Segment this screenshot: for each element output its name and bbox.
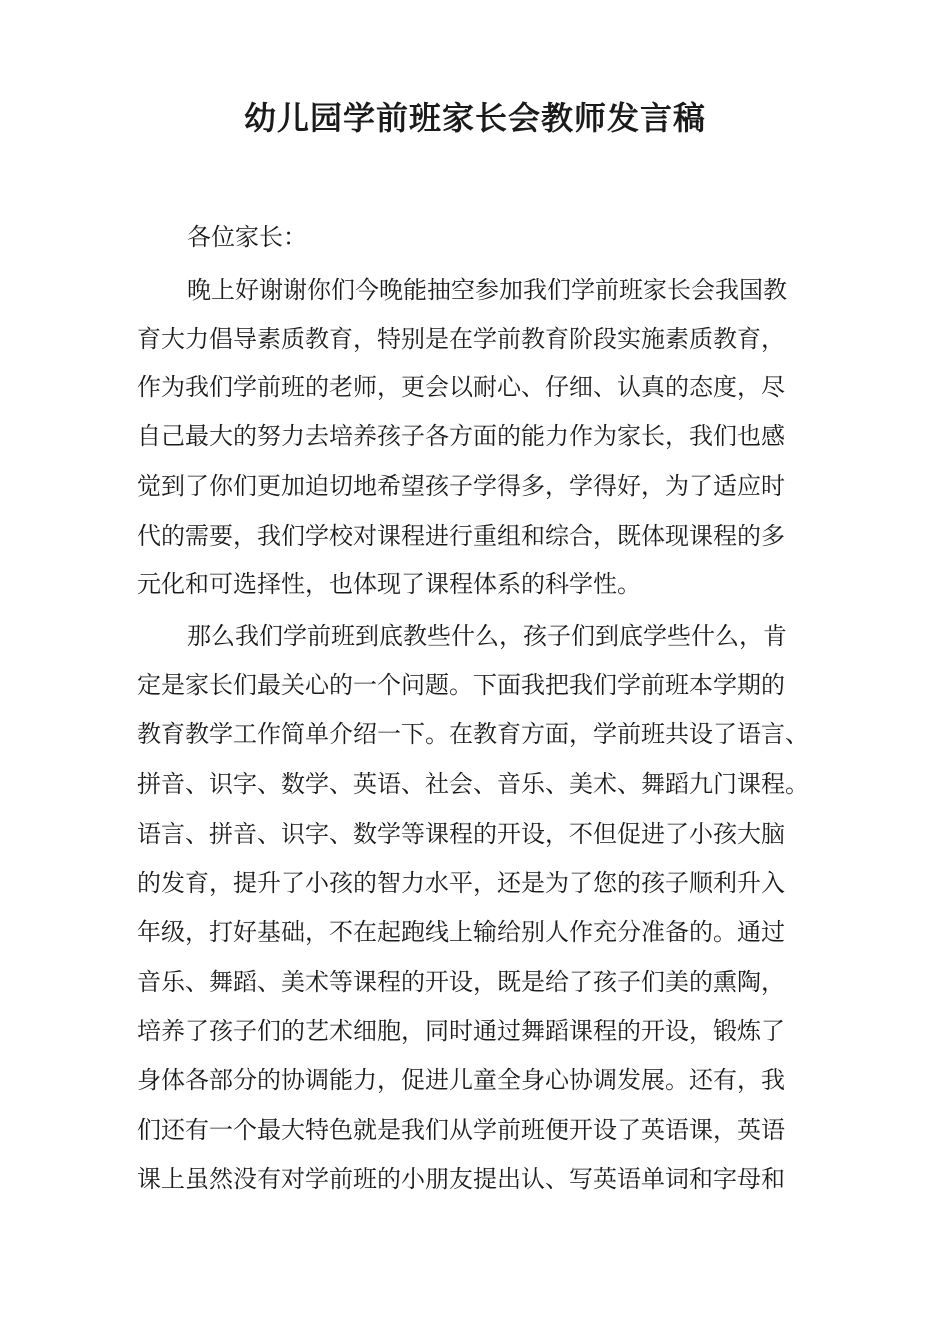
paragraph-2-line-4: 拼音、识字、数学、英语、社会、音乐、美术、舞蹈九门课程。 — [137, 770, 809, 798]
paragraph-2-line-8: 音乐、舞蹈、美术等课程的开设，既是给了孩子们美的熏陶， — [137, 968, 785, 996]
paragraph-1-line-6: 代的需要，我们学校对课程进行重组和综合，既体现课程的多 — [137, 522, 785, 550]
paragraph-2-line-6: 的发育，提升了小孩的智力水平，还是为了您的孩子顺利升入 — [137, 869, 785, 897]
paragraph-2-line-10: 身体各部分的协调能力，促进儿童全身心协调发展。还有，我 — [137, 1066, 785, 1094]
paragraph-1-line-7: 元化和可选择性，也体现了课程体系的科学性。 — [137, 570, 641, 598]
paragraph-2-line-5: 语言、拼音、识字、数学等课程的开设，不但促进了小孩大脑 — [137, 820, 785, 848]
paragraph-2-line-11: 们还有一个最大特色就是我们从学前班便开设了英语课，英语 — [137, 1116, 785, 1144]
paragraph-2-line-7: 年级，打好基础，不在起跑线上输给别人作充分准备的。通过 — [137, 918, 785, 946]
paragraph-1-line-2: 育大力倡导素质教育，特别是在学前教育阶段实施素质教育， — [137, 325, 785, 353]
paragraph-1-line-5: 觉到了你们更加迫切地希望孩子学得多，学得好，为了适应时 — [137, 472, 785, 500]
salutation: 各位家长： — [187, 223, 307, 251]
paragraph-1-line-1: 晚上好谢谢你们今晚能抽空参加我们学前班家长会我国教 — [187, 276, 787, 304]
paragraph-2-line-12: 课上虽然没有对学前班的小朋友提出认、写英语单词和字母和 — [137, 1165, 785, 1193]
paragraph-2-line-3: 教育教学工作简单介绍一下。在教育方面，学前班共设了语言、 — [137, 720, 809, 748]
paragraph-2-line-9: 培养了孩子们的艺术细胞，同时通过舞蹈课程的开设，锻炼了 — [137, 1017, 785, 1045]
paragraph-1-line-4: 自己最大的努力去培养孩子各方面的能力作为家长，我们也感 — [137, 422, 785, 450]
paragraph-1-line-3: 作为我们学前班的老师，更会以耐心、仔细、认真的态度，尽 — [137, 373, 785, 401]
document-title: 幼儿园学前班家长会教师发言稿 — [243, 99, 706, 137]
paragraph-2-line-1: 那么我们学前班到底教些什么，孩子们到底学些什么，肯 — [187, 622, 787, 650]
paragraph-2-line-2: 定是家长们最关心的一个问题。下面我把我们学前班本学期的 — [137, 671, 785, 699]
